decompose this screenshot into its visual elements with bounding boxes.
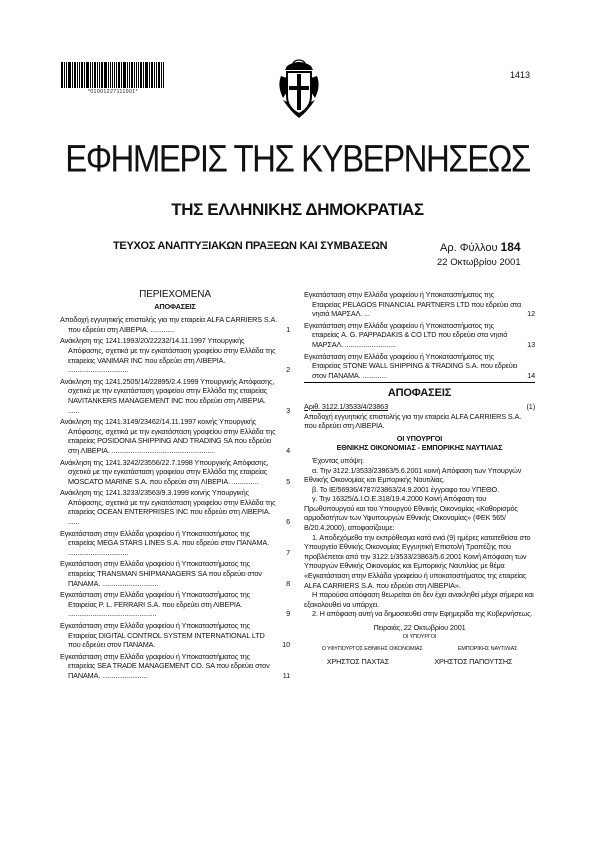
barcode-bar (97, 62, 98, 88)
barcode-bar (163, 62, 164, 88)
toc-entry-page: 6 (286, 517, 290, 527)
barcode (61, 62, 165, 88)
barcode-bar (154, 62, 155, 88)
toc-entry-page: 4 (286, 445, 290, 455)
barcode-bar (116, 62, 117, 88)
sheet-number-value: 184 (500, 240, 521, 254)
barcode-bar (94, 62, 96, 88)
barcode-bar (151, 62, 153, 88)
toc-entry-text: Ανάκληση της 1241.3242/23556/22.7.1998 Υπουργικής Απόφασης, σχετικά με την εγκατάσταση γραφείου στην Ελλάδα της εταιρείας MOSCATO MARINE S.A. που εδρεύει στη ΛΙΒΕΡΙΑ. .............. (60, 457, 269, 486)
decisions-section-title: ΑΠΟΦΑΣΕΙΣ (387, 387, 452, 400)
toc-entry (60, 652, 290, 681)
barcode-bar (84, 62, 85, 88)
signer-left-role: Ο ΥΦΥΠΟΥΡΓΟΣ ΕΘΝΙΚΗΣ ΟΙΚΟΝΟΜΙΑΣ (321, 646, 423, 653)
toc-entry-text: Αποδοχή εγγυητικής επιστολής για την εταιρεία ALFA CARRIERS S.A. που εδρεύει στη ΛΙΒΕΡΙΑ. ............. (60, 315, 278, 334)
signer-right-name: ΧΡΗΣΤΟΣ ΠΑΠΟΥΤΣΗΣ (434, 656, 513, 666)
barcode-bar (161, 62, 162, 88)
barcode-bar (108, 62, 109, 88)
toc-entry-page: 1 (286, 324, 290, 334)
section-divider (304, 382, 535, 383)
barcode-bar (140, 62, 142, 88)
toc-subheading: ΑΠΟΦΑΣΕΙΣ (154, 301, 196, 311)
toc-entry-page: 14 (527, 370, 535, 380)
barcode-bar (138, 62, 139, 88)
consideration-item: γ. Την 16325/Δ.Ι.Ο.Ε.318/19.4.2000 Κοινή Απόφαση του Πρωθυπουργού και του Υπουργού Εθνικής Οικονομίας «Καθορισμός αρμοδιοτήτων των Υφυπουργών Εθνικής Οικονομίας» (ΦΕΚ 565/Β/20.4.2000), αποφασίζουμε: (304, 494, 518, 533)
barcode-bar (145, 62, 148, 88)
toc-entry-text: Εγκατάσταση στην Ελλάδα γραφείου ή Υποκαταστήματος της εταιρείας TRANSMAN SHIPMANAGERS SA που εδρεύει στον ΠΑΝΑΜΑ. .............................. (60, 559, 262, 588)
barcode-bar (92, 62, 93, 88)
toc-entry-page: 12 (527, 309, 535, 319)
toc-entry (60, 417, 290, 455)
barcode-bar (79, 62, 80, 88)
barcode-bar (118, 62, 120, 88)
toc-list-continued (304, 290, 535, 380)
barcode-number: *01001227111001* (87, 89, 139, 95)
toc-entry (60, 488, 290, 526)
toc-heading: ΠΕΡΙΕΧΟΜΕΝΑ (139, 289, 211, 300)
barcode-bar (72, 62, 73, 88)
toc-entry (304, 290, 535, 319)
right-column (304, 290, 535, 666)
toc-entry (304, 321, 535, 350)
signer-right-role: ΕΜΠΟΡΙΚΗΣ ΝΑΥΤΙΛΙΑΣ (457, 646, 518, 653)
signer-roles (304, 645, 535, 655)
toc-entry-text: Εγκατάσταση στην Ελλάδα γραφείου ή Υποκαταστήματος της Εταιρείας PELAGOS FINANCIAL PARTNERS LTD που εδρεύει στα νησιά ΜΑΡΣΑΛ. ... (304, 290, 522, 319)
barcode-bar (112, 62, 114, 88)
toc-entry-page: 3 (286, 405, 290, 415)
considering-text: Έχοντας υπόψη: (312, 455, 364, 465)
barcode-bar (104, 62, 107, 88)
barcode-bar (77, 62, 78, 88)
barcode-bar (129, 62, 130, 88)
toc-entry-page: 11 (282, 670, 290, 680)
barcode-bar (66, 62, 67, 88)
toc-entry-text: Εγκατάσταση στην Ελλάδα γραφείου ή Υποκαταστήματος της Εταιρείας STONE WALL SHIPPING & TRADING S.A. που εδρεύει στον ΠΑΝΑΜΑ. ............. (304, 351, 518, 380)
decision-clause: 1. Αποδεχόμεθα την εκπρόθεσμα κατά ενιά (9) ημέρες κατατεθείσα στο Υπουργείο Εθνικής Οικονομίας Εγγυητική Επιστολή Τραπέζης που προβλέπεται από την 3122.1/3533/23863/5.6.2001 Κοινή Απόφαση των Υπουργών Εθνικής Οικονομίας και Εμπορικής Ναυτιλίας με θέμα «Εγκατάσταση στην Ελλάδα γραφείου ή υποκαταστήματος της εταιρείας ALFA CARRIERS S.A. που εδρεύει στη ΛΙΒΕΡΙΑ». (304, 532, 531, 590)
barcode-bar (121, 62, 122, 88)
barcode-bar (156, 62, 157, 88)
toc-entry-page: 10 (282, 640, 290, 650)
toc-entry-page: 13 (527, 339, 535, 349)
barcode-bar (131, 62, 133, 88)
barcode-bar (64, 62, 65, 88)
barcode-bar (101, 62, 103, 88)
toc-entry-page: 7 (286, 547, 290, 557)
toc-entry (60, 590, 290, 619)
barcode-bar (86, 62, 89, 88)
signer-names (304, 657, 535, 667)
barcode-bar (81, 62, 83, 88)
barcode-bar (143, 62, 144, 88)
sheet-label: Αρ. Φύλλου (440, 242, 498, 254)
toc-entry-text: Ανάκληση της 1241.1993/20/22232/14.11.1997 Υπουργικής Απόφασης, σχετικά με την εγκατάσταση γραφείου στην Ελλάδα της εταιρείας VANIMAR INC που εδρεύει στη ΛΙΒΕΡΙΑ. ................................ (60, 336, 276, 375)
ministries-heading: ΕΘΝΙΚΗΣ ΟΙΚΟΝΟΜΙΑΣ - ΕΜΠΟΡΙΚΗΣ ΝΑΥΤΙΛΙΑΣ (336, 443, 503, 453)
toc-entry (60, 621, 290, 650)
decision-ref: (1) (526, 401, 535, 411)
decision-clause: Η παρούσα απόφαση θεωρείται ότι δεν έχει ανακληθεί μέχρι σήμερα και εξακολουθεί να υπάρχει. (304, 590, 534, 609)
toc-entry (60, 458, 290, 487)
place-date: Πειραιάς, 22 Οκτωβρίου 2001 (373, 623, 466, 632)
barcode-bar (90, 62, 91, 88)
decision-number-line (304, 402, 535, 412)
consideration-item: β. Το ΙΕ/56936/4787/23863/24.9.2001 έγγραφο του ΥΠΕΘΟ. (312, 484, 499, 494)
barcode-bar (99, 62, 100, 88)
barcode-bar (110, 62, 111, 88)
decision-number: Αριθ. 3122.1/3533/4/23863 (304, 401, 388, 411)
barcode-bar (114, 62, 115, 88)
toc-left-column (60, 290, 290, 683)
signers-heading: ΟΙ ΥΠΟΥΡΓΟΙ (402, 633, 437, 640)
page-number: 1413 (510, 70, 531, 80)
barcode-bar (68, 62, 71, 88)
gazette-title: ΕΦΗΜΕΡΙΣ ΤΗΣ ΚΥΒΕΡΝΗΣΕΩΣ (65, 137, 530, 180)
toc-entry (60, 377, 290, 415)
barcode-bar (61, 62, 63, 88)
ministers-heading: ΟΙ ΥΠΟΥΡΓΟΙ (396, 433, 443, 443)
toc-entry-text: Εγκατάσταση στην Ελλάδα γραφείου ή Υποκαταστήματος της εταιρείας MEGA STARS LINES S.A. που εδρεύει στον ΠΑΝΑΜΑ. ................................ (60, 528, 269, 557)
toc-entry-page: 5 (286, 476, 290, 486)
barcode-bar (127, 62, 128, 88)
issue-type: ΤΕΥΧΟΣ ΑΝΑΠΤΥΞΙΑΚΩΝ ΠΡΑΞΕΩΝ ΚΑΙ ΣΥΜΒΑΣΕΩΝ (113, 240, 388, 252)
toc-entry-text: Ανάκληση της 1241.2505/14/22895/2.4.1999 Υπουργικής Απόφασης, σχετικά με την εγκατάσταση γραφείου στην Ελλάδα της εταιρείας NAVITANKERS MANAGEMENT INC που εδρεύει στη ΛΙΒΕΡΙΑ. ...... (60, 376, 275, 415)
toc-entry (60, 559, 290, 588)
toc-entry-text: Εγκατάσταση στην Ελλάδα γραφείου ή Υποκαταστήματος της Εταιρείας DIGITAL CONTROL SYSTEM INTERNATIONAL LTD που εδρεύει στον ΠΑΝΑΜΑ. (60, 621, 265, 650)
toc-entry-text: Εγκατάσταση στην Ελλάδα γραφείου ή Υποκαταστήματος της Εταιρείας P. L. FERRARI S.A. που εδρεύει στη ΛΙΒΕΡΙΑ. ............................................... (60, 590, 250, 619)
toc-entry (60, 529, 290, 558)
barcode-bar (136, 62, 137, 88)
decision-clause: 2. Η απόφαση αυτή να δημοσιευθεί στην Εφημερίδα της Κυβερνήσεως. (312, 609, 533, 619)
toc-list (60, 315, 290, 680)
barcode-bar (149, 62, 150, 88)
barcode-bar (74, 62, 76, 88)
toc-entry-page: 2 (286, 365, 290, 375)
toc-entry-page: 8 (286, 578, 290, 588)
greek-coat-of-arms-icon (277, 56, 321, 120)
toc-entry-text: Ανάκληση της 1241.3149/23462/14.11.1997 κοινής Υπουργικής Απόφασης, σχετικά με την εγκατάσταση γραφείου στην Ελλάδα της εταιρείας POSIDONIA SHIPPING AND TRADING SA που εδρεύει στη ΛΙΒΕΡΙΑ. ....................................................... (60, 417, 276, 455)
sheet-number (440, 240, 521, 254)
barcode-bar (123, 62, 126, 88)
toc-entry-page: 9 (286, 609, 290, 619)
gazette-subtitle: ΤΗΣ ΕΛΛΗΝΙΚΗΣ ΔΗΜΟΚΡΑΤΙΑΣ (171, 200, 424, 219)
toc-entry (60, 315, 290, 334)
consideration-item: α. Την 3122.1/3533/23863/5.6.2001 κοινή Απόφαση των Υπουργών Εθνικής Οικονομίας και Εμπορικής Ναυτιλίας. (304, 465, 522, 485)
toc-entry-text: Ανάκληση της 1241.3233/23563/9.3.1999 κοινής Υπουργικής Απόφασης, σχετικά με την εγκατάσταση γραφείου στην Ελλάδα της εταιρείας OCEAN ENTERPRISES INC που εδρεύει στη ΛΙΒΕΡΙΑ. ...... (60, 488, 276, 527)
toc-entry-text: Εγκατάσταση στην Ελλάδα γραφείου ή Υποκαταστήματος της εταιρείας SEA TRADE MANAGEMENT CO. SA που εδρεύει στον ΠΑΝΑΜΑ. ........................ (60, 651, 270, 680)
barcode-bar (134, 62, 135, 88)
issue-date: 22 Οκτωβρίου 2001 (437, 257, 521, 268)
decision-subject: Αποδοχή εγγυητικής επιστολής για την εταιρεία ALFA CARRIERS S.A. που εδρεύει στη ΛΙΒΕΡΙΑ. (304, 411, 522, 431)
toc-entry (60, 336, 290, 374)
toc-entry-text: Εγκατάσταση στην Ελλάδα γραφείου ή Υποκαταστήματος της εταιρείας A. G. PAPPADAKIS & CO LTD που εδρεύει στα νησιά ΜΑΡΣΑΛ. ........................... (304, 320, 508, 349)
barcode-bar (158, 62, 160, 88)
toc-entry (304, 352, 535, 381)
signer-left-name: ΧΡΗΣΤΟΣ ΠΑΧΤΑΣ (326, 656, 389, 666)
